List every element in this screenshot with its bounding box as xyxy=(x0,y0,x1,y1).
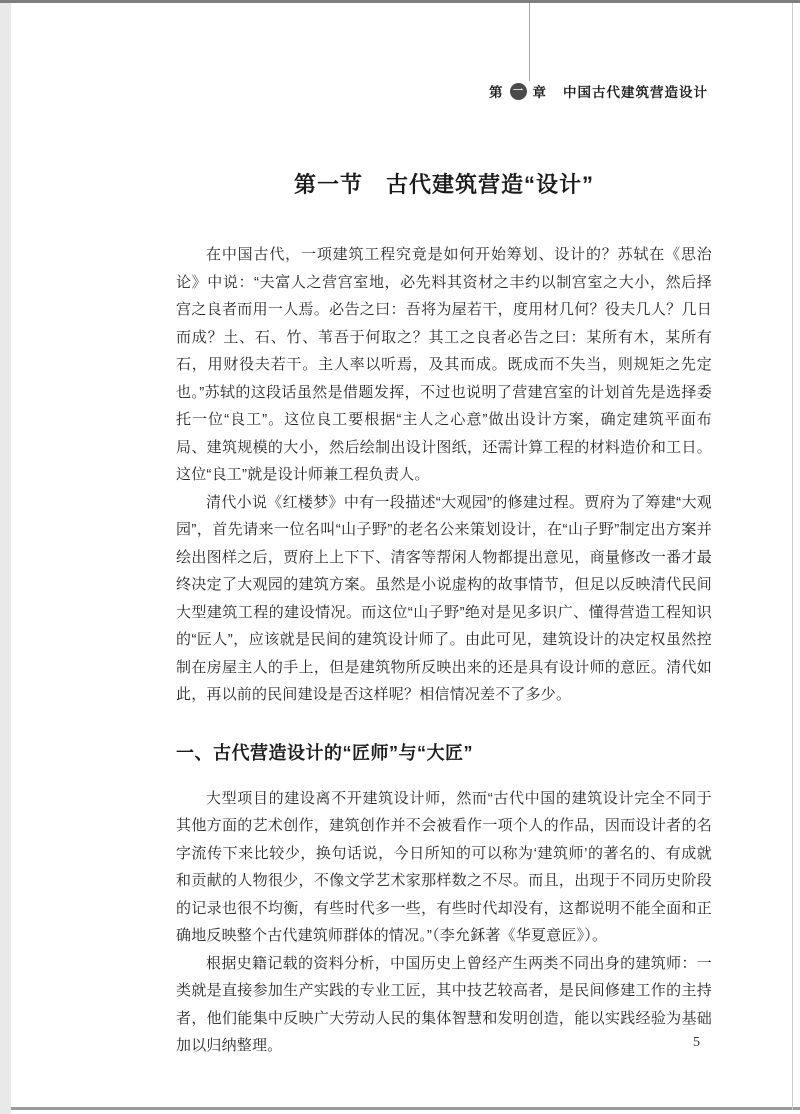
header-divider-rule xyxy=(529,3,530,81)
scan-edge-top xyxy=(0,0,800,3)
paragraph-subsection-1: 大型项目的建设离不开建筑设计师，然而“古代中国的建筑设计完全不同于其他方面的艺术创作，建筑创作并不会被看作一项个人的作品，因而设计者的名字流传下来比较少，换句话说，今日所知的可以称为‘建筑师’的著名的、有成就和贡献的人物很少，不像文学艺术家那样数之不尽。而且，出现于不同历史阶段的记录也很不均衡，有些时代多一些，有些时代却没有，这都说明不能全面和正确地反映整个古代建筑师群体的情况。”（李允鉌著《华夏意匠》）。 xyxy=(176,789,712,944)
chapter-prefix-label: 第 xyxy=(489,85,504,100)
scan-edge-right xyxy=(792,3,793,1110)
chapter-number-badge: 一 xyxy=(510,83,527,100)
scan-edge-left xyxy=(0,3,11,1114)
paragraph-subsection-2: 根据史籍记载的资料分析，中国历史上曾经产生两类不同出身的建筑师：一类就是直接参加生产实践的专业工匠，其中技艺较高者，是民间修建工作的主持者，他们能集中反映广大劳动人民的集体智慧和发明创造，能以实践经验为基础加以归纳整理。 xyxy=(176,954,712,1054)
chapter-suffix-label: 章 xyxy=(532,85,547,100)
subsection-heading: 一、古代营造设计的“匠师”与“大匠” xyxy=(176,742,473,763)
chapter-title: 中国古代建筑营造设计 xyxy=(563,85,708,100)
section-title: 第一节 古代建筑营造“设计” xyxy=(293,172,594,197)
chapter-header xyxy=(489,81,708,101)
paragraph-intro-2: 清代小说《红楼梦》中有一段描述“大观园”的修建过程。贾府为了筹建“大观园”，首先请来一位名叫“山子野”的老名公来策划设计，在“山子野”制定出方案并绘出图样之后，贾府上上下下、清客等帮闲人物都提出意见，商量修改一番才最终决定了大观园的建筑方案。虽然是小说虚构的故事情节，但足以反映清代民间大型建筑工程的建设情况。而这位“山子野”绝对是见多识广、懂得营造工程知识的“匠人”，应该就是民间的建筑设计师了。由此可见，建筑设计的决定权虽然控制在房屋主人的手上，但是建筑物所反映出来的还是具有设计师的意匠。清代如此，再以前的民间建设是否这样呢？相信情况差不了多少。 xyxy=(176,493,712,703)
scan-edge-bottom xyxy=(11,1107,800,1110)
paragraph-intro-1: 在中国古代，一项建筑工程究竟是如何开始筹划、设计的？苏轼在《思治论》中说：“夫富人之营宫室地，必先料其资材之丰约以制宫室之大小，然后择宫之良者而用一人焉。必告之曰：吾将为屋若干，度用材几何？役夫几人？几日而成？土、石、竹、苇吾于何取之？其工之良者必告之曰：某所有木，某所有石，用财役夫若干。主人率以听焉，及其而成。既成而不失当，则规矩之先定也。”苏轼的这段话虽然是借题发挥，不过也说明了营建宫室的计划首先是选择委托一位“良工”。这位良工要根据“主人之心意”做出设计方案，确定建筑平面布局、建筑规模的大小，然后绘制出设计图纸，还需计算工程的材料造价和工日。这位“良工”就是设计师兼工程负责人。 xyxy=(176,246,712,483)
page-number: 5 xyxy=(693,1035,700,1050)
page-content xyxy=(176,170,712,1060)
